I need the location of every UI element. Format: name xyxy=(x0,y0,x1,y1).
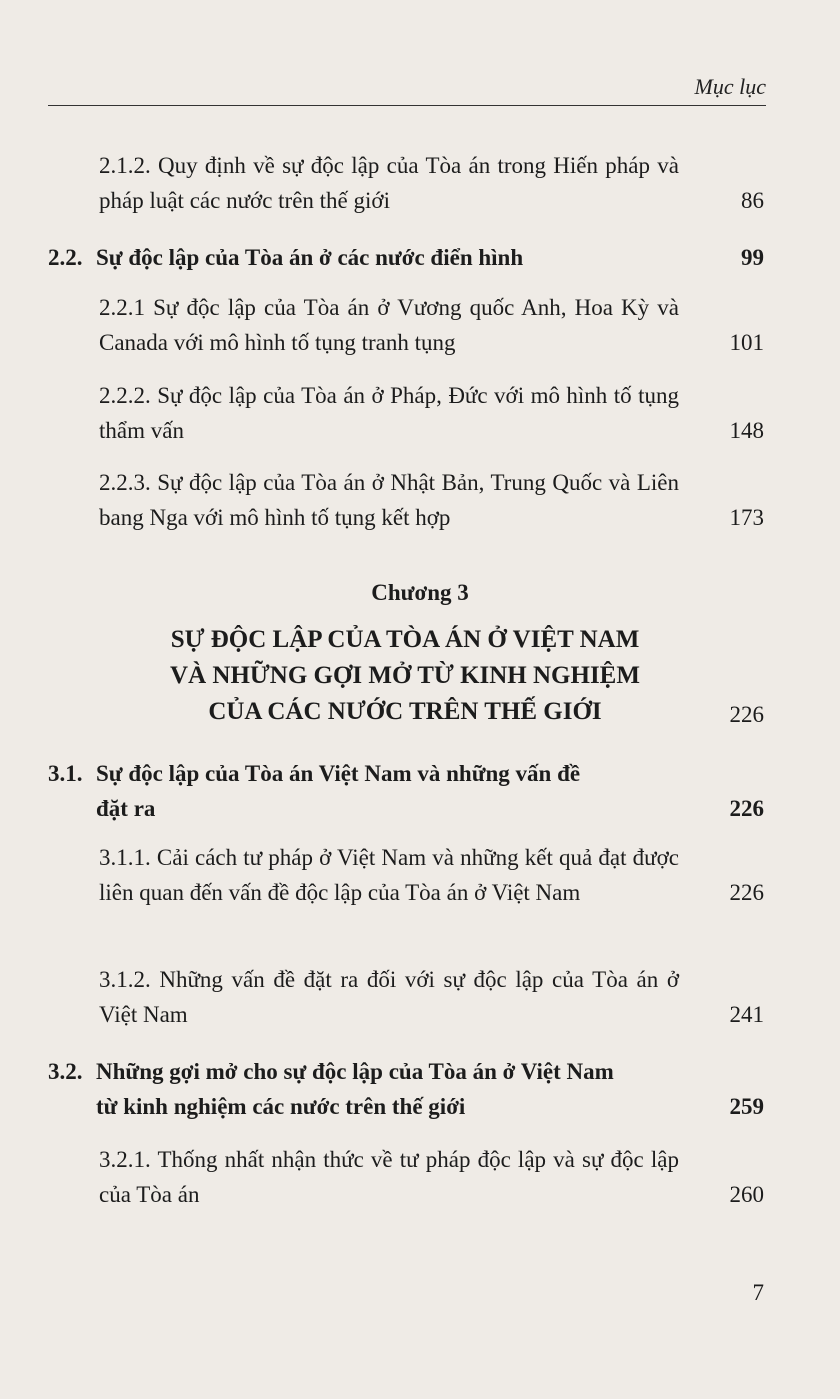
toc-entry-title: 2.2.2. Sự độc lập của Tòa án ở Pháp, Đức với mô hình tố tụng thẩm vấn xyxy=(99,383,679,443)
toc-entry-2-2-1[interactable] xyxy=(99,290,764,360)
toc-page-number: 226 xyxy=(729,702,764,727)
chapter-title-line: VÀ NHỮNG GỢI MỞ TỪ KINH NGHIỆM xyxy=(170,662,640,689)
toc-entry-title: 3.1.1. Cải cách tư pháp ở Việt Nam và những kết quả đạt được liên quan đến vấn đề độc lập của Tòa án ở Việt Nam xyxy=(99,845,679,905)
chapter-label: Chương 3 xyxy=(371,580,469,605)
header-rule xyxy=(48,105,766,106)
toc-entry-title: 2.2.3. Sự độc lập của Tòa án ở Nhật Bản, Trung Quốc và Liên bang Nga với mô hình tố tụng kết hợp xyxy=(99,470,679,530)
toc-entry-title: 3.2.1. Thống nhất nhận thức về tư pháp độc lập và sự độc lập của Tòa án xyxy=(99,1147,679,1207)
toc-page-number: 173 xyxy=(729,505,764,530)
toc-entry-3-1-2[interactable] xyxy=(99,962,764,1032)
toc-entry-3-1-1[interactable] xyxy=(99,840,764,910)
section-number: 3.1. xyxy=(48,761,83,786)
toc-entry-3-1[interactable] xyxy=(48,756,764,826)
toc-entry-3-2[interactable] xyxy=(48,1054,764,1124)
page-number-folio: 7 xyxy=(752,1280,764,1305)
toc-page-number: 226 xyxy=(729,796,764,821)
toc-page-number: 148 xyxy=(729,418,764,443)
toc-page-number: 259 xyxy=(729,1094,764,1119)
toc-entry-2-1-2[interactable] xyxy=(99,148,764,218)
section-number: 2.2. xyxy=(48,245,83,270)
toc-entry-3-2-1[interactable] xyxy=(99,1142,764,1212)
chapter-title-line: SỰ ĐỘC LẬP CỦA TÒA ÁN Ở VIỆT NAM xyxy=(170,626,640,653)
toc-entry-title: 2.1.2. Quy định về sự độc lập của Tòa án trong Hiến pháp và pháp luật các nước trên thế giới xyxy=(99,153,679,213)
section-number: 3.2. xyxy=(48,1059,83,1084)
toc-entry-2-2[interactable] xyxy=(48,240,764,275)
toc-entry-2-2-2[interactable] xyxy=(99,378,764,448)
chapter-title-line: CỦA CÁC NƯỚC TRÊN THẾ GIỚI xyxy=(208,698,602,725)
toc-entry-title: Những gợi mở cho sự độc lập của Tòa án ở Việt Nam xyxy=(96,1059,614,1084)
toc-entry-title: Sự độc lập của Tòa án ở các nước điển hình xyxy=(96,245,524,270)
toc-page-number: 86 xyxy=(741,188,764,213)
toc-page-number: 99 xyxy=(741,245,764,270)
toc-page-number: 226 xyxy=(729,880,764,905)
toc-page-number: 260 xyxy=(729,1182,764,1207)
toc-entry-title-continued: từ kinh nghiệm các nước trên thế giới xyxy=(96,1094,466,1119)
chapter-title[interactable] xyxy=(100,622,710,730)
toc-entry-2-2-3[interactable] xyxy=(99,465,764,535)
toc-page-number: 101 xyxy=(729,330,764,355)
toc-entry-title: Sự độc lập của Tòa án Việt Nam và những vấn đề xyxy=(96,761,581,786)
running-head: Mục lục xyxy=(694,74,766,99)
toc-page-number: 241 xyxy=(729,1002,764,1027)
toc-entry-title-continued: đặt ra xyxy=(96,796,156,821)
toc-entry-title: 3.1.2. Những vấn đề đặt ra đối với sự độc lập của Tòa án ở Việt Nam xyxy=(99,967,679,1027)
toc-entry-title: 2.2.1 Sự độc lập của Tòa án ở Vương quốc Anh, Hoa Kỳ và Canada với mô hình tố tụng tranh tụng xyxy=(99,295,679,355)
